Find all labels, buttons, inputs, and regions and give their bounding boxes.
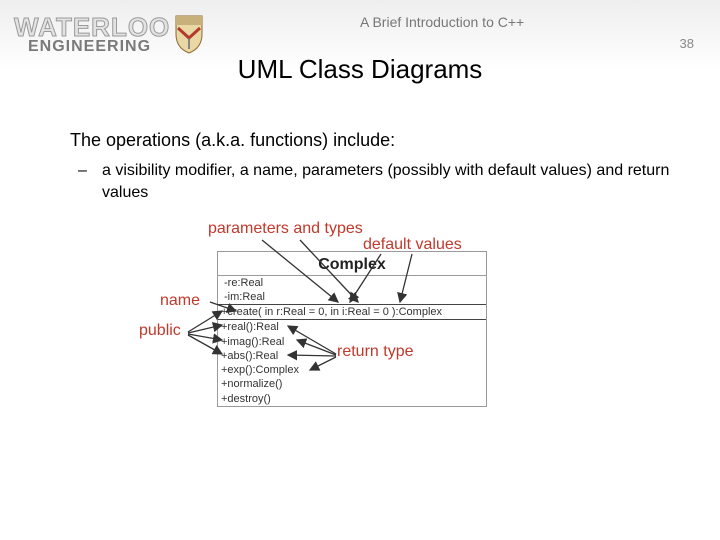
callout-public: public bbox=[139, 322, 181, 339]
uml-operation: +abs():Real bbox=[221, 349, 279, 362]
logo-wordmark: WATERLOO bbox=[14, 12, 171, 42]
uml-operation: +normalize() bbox=[221, 378, 283, 391]
crest-icon bbox=[174, 14, 204, 54]
uml-operation: +create( in r:Real = 0, in i:Real = 0 ):Complex bbox=[218, 305, 486, 320]
running-title: A Brief Introduction to C++ bbox=[360, 14, 525, 30]
sub-bullet bbox=[78, 160, 678, 204]
sub-bullet-text: a visibility modifier, a name, parameters (possibly with default values) and return values bbox=[102, 162, 670, 201]
uml-class-name: Complex bbox=[218, 252, 486, 276]
waterloo-engineering-logo bbox=[8, 10, 208, 60]
slide-title: UML Class Diagrams bbox=[237, 54, 483, 84]
uml-attribute: -im:Real bbox=[224, 291, 265, 303]
uml-operation: +real():Real bbox=[221, 321, 279, 334]
logo-subwordmark: ENGINEERING bbox=[28, 38, 152, 55]
bullet-text: The operations (a.k.a. functions) include: bbox=[70, 130, 396, 150]
dash-marker: – bbox=[78, 162, 87, 179]
callout-return-type: return type bbox=[337, 343, 414, 360]
uml-operation: +destroy() bbox=[221, 392, 271, 405]
uml-operation: +exp():Complex bbox=[221, 364, 299, 377]
uml-attributes bbox=[221, 276, 486, 303]
callout-default-values: default values bbox=[363, 236, 462, 253]
page-number: 38 bbox=[679, 36, 694, 51]
callout-parameters: parameters and types bbox=[208, 220, 363, 237]
uml-operation: +imag():Real bbox=[221, 335, 285, 348]
uml-attribute: -re:Real bbox=[224, 277, 264, 289]
callout-name: name bbox=[160, 292, 201, 309]
uml-class-box bbox=[217, 251, 487, 407]
